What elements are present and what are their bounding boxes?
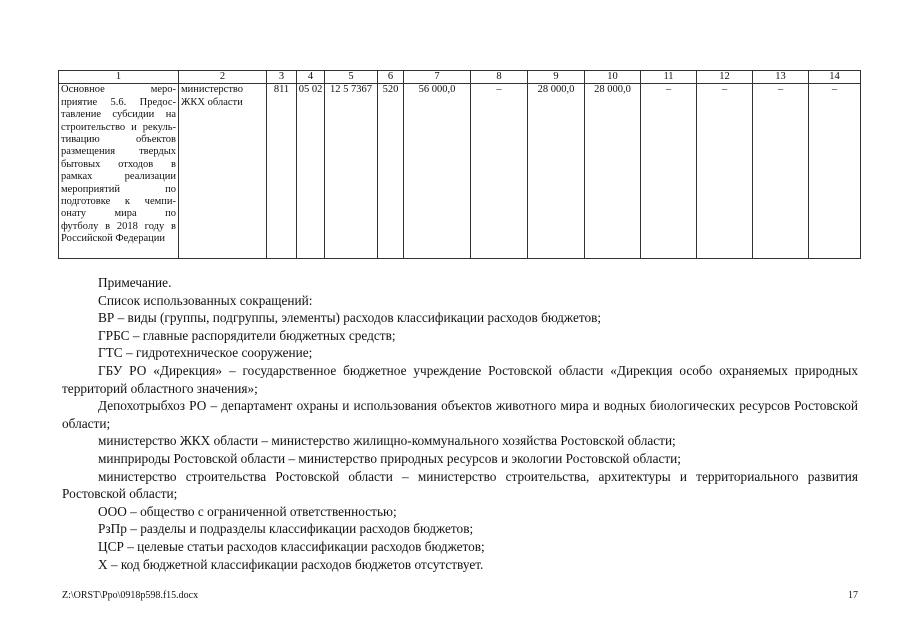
column-number: 10 [585,71,641,84]
column-number: 3 [267,71,297,84]
activity-name-line: мероприятий по [61,183,176,195]
activity-name-line: тивацию объектов [61,134,176,146]
activity-name-line: строительство и рекуль- [61,121,176,133]
abbreviation-item: ГРБС – главные распорядители бюджетных средств; [98,327,396,343]
activity-name-line: приятие 5.6. Предос- [61,96,176,108]
column-number: 12 [697,71,753,84]
amount-cell: 28 000,0 [528,84,585,259]
page-number: 17 [848,590,858,601]
activity-name-cell [59,84,179,259]
abbreviation-item: Депохотрыбхоз РО – департамент охраны и использования объектов животного мира и водных биологических ресурсов Ростовской области; [62,398,858,431]
column-number: 1 [59,71,179,84]
column-number: 14 [809,71,861,84]
column-number: 2 [179,71,267,84]
abbreviation-item: РзПр – разделы и подразделы классификации расходов бюджетов; [98,521,474,537]
grbs-cell: 811 [267,84,297,259]
column-number: 9 [528,71,585,84]
column-number: 8 [471,71,528,84]
notes-section [62,274,858,573]
amount-cell: – [641,84,697,259]
amount-cell: – [697,84,753,259]
amount-cell: – [809,84,861,259]
abbreviation-item: ООО – общество с ограниченной ответственностью; [98,503,397,519]
abbreviation-item: минприроды Ростовской области – министерство природных ресурсов и экологии Ростовской области; [98,450,681,466]
column-number: 5 [325,71,378,84]
activity-name-line: тавление субсидии на [61,109,176,121]
activity-name-line: размещения твердых [61,146,176,158]
abbreviations-title: Список использованных сокращений: [98,292,313,308]
rzpr-cell: 05 02 [297,84,325,259]
amount-cell: – [753,84,809,259]
activity-name-line: рамках реализации [61,171,176,183]
notes-title: Примечание. [98,275,172,290]
csr-cell: 12 5 7367 [325,84,378,259]
activity-name-line: бытовых отходов в [61,158,176,170]
column-number: 4 [297,71,325,84]
abbreviation-item: ЦСР – целевые статьи расходов классификации расходов бюджетов; [98,538,485,554]
abbreviation-item: министерство строительства Ростовской области – министерство строительства, архитектуры и территориального развития Ростовской области; [62,468,858,502]
abbreviation-item: ГБУ РО «Дирекция» – государственное бюджетное учреждение Ростовской области «Дирекция особо охраняемых природных территорий областного значения»; [62,362,858,396]
abbreviation-item: министерство ЖКХ области – министерство жилищно-коммунального хозяйства Ростовской области; [98,433,676,449]
table-header-row [59,71,861,84]
abbreviation-item: Х – код бюджетной классификации расходов бюджетов отсутствует. [98,556,484,572]
column-number: 13 [753,71,809,84]
amount-cell: 56 000,0 [404,84,471,259]
budget-table [58,70,861,259]
vr-cell: 520 [378,84,404,259]
amount-cell: 28 000,0 [585,84,641,259]
footer-file-path: Z:\ORST\Ppo\0918p598.f15.docx [62,590,199,601]
activity-name-line: футболу в 2018 году в [61,220,176,232]
activity-name-line: Основное меро- [61,84,176,96]
column-number: 11 [641,71,697,84]
executor-cell: министерство ЖКХ области [179,84,267,259]
activity-name-line: онату мира по [61,208,176,220]
amount-cell: – [471,84,528,259]
abbreviation-item: ГТС – гидротехническое сооружение; [98,345,313,361]
column-number: 6 [378,71,404,84]
column-number: 7 [404,71,471,84]
activity-name-line: Российской Федерации [61,233,165,245]
table-row [59,84,861,259]
abbreviation-item: ВР – виды (группы, подгруппы, элементы) расходов классификации расходов бюджетов; [98,310,602,326]
activity-name-line: подготовке к чемпи- [61,196,176,208]
